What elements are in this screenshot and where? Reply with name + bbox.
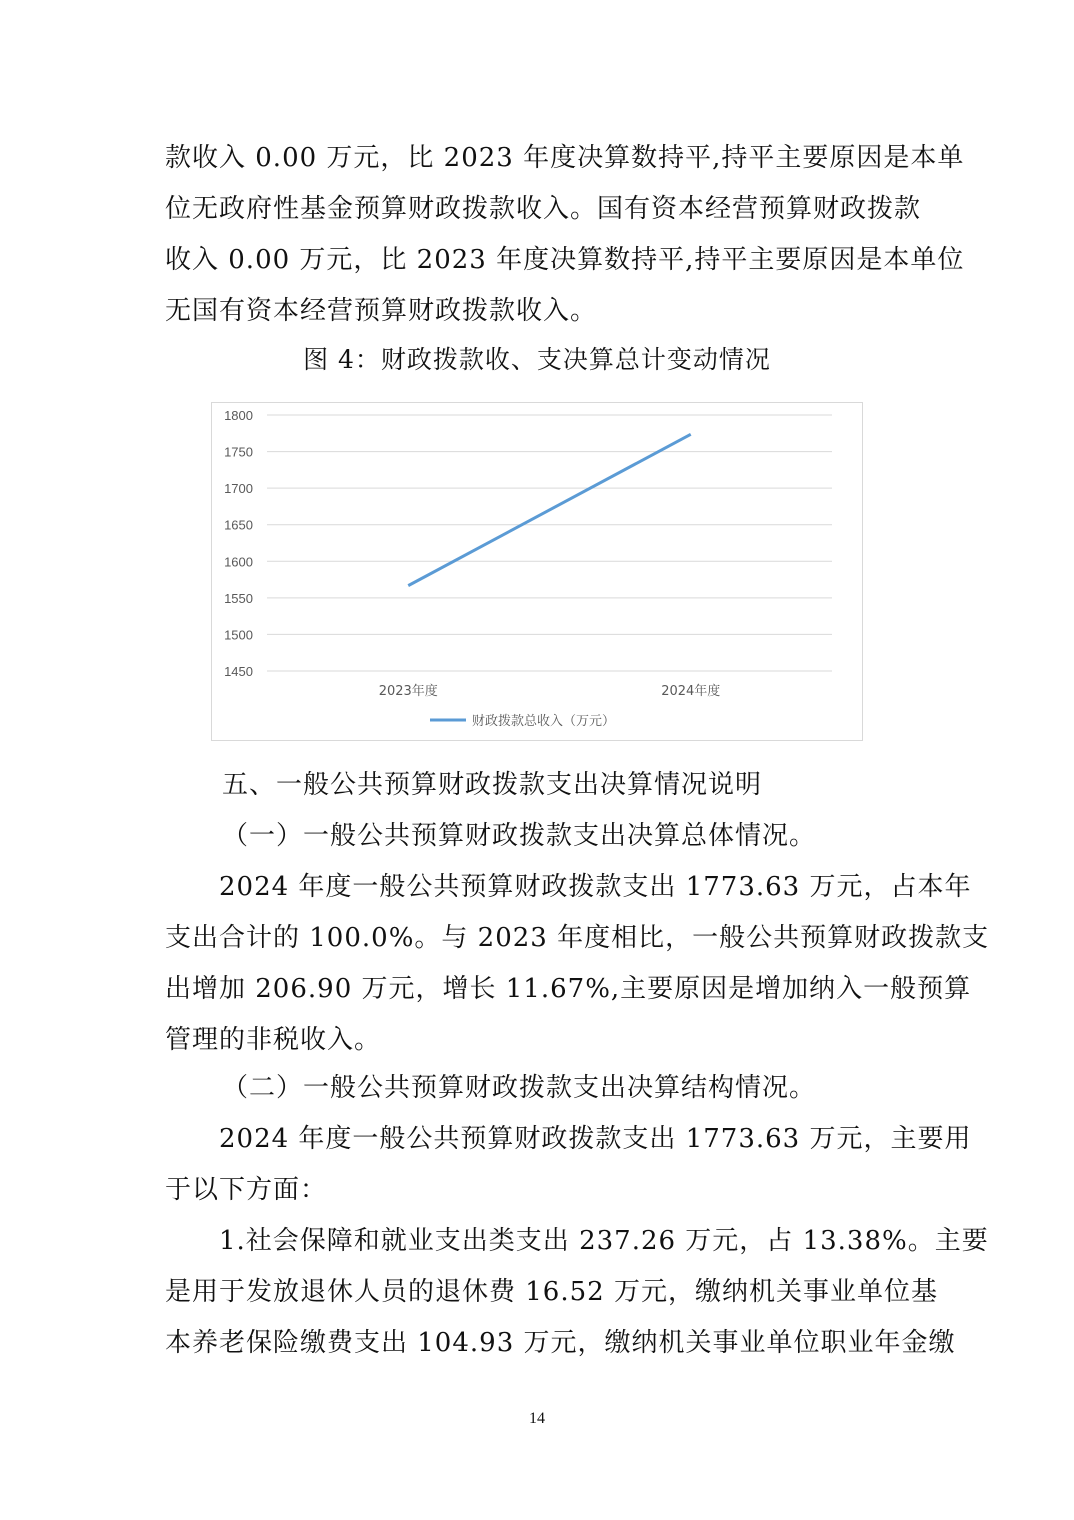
text-line: 1.社会保障和就业支出类支出 237.26 万元，占 13.38%。主要 [165,1226,989,1256]
y-tick-label: 1750 [224,444,253,460]
text-line: 收入 0.00 万元，比 2023 年度决算数持平,持平主要原因是本单位 [165,245,965,275]
y-tick-label: 1700 [224,481,253,497]
subsection-title-1: （一）一般公共预算财政拨款支出决算总体情况。 [222,821,817,851]
series-line [408,434,691,585]
y-tick-label: 1600 [224,554,253,570]
text-line: 本养老保险缴费支出 104.93 万元，缴纳机关事业单位职业年金缴 [165,1328,956,1358]
text-line: 出增加 206.90 万元，增长 11.67%,主要原因是增加纳入一般预算 [165,974,972,1004]
page-number: 14 [529,1410,545,1427]
legend-entry: 财政拨款总收入（万元） [472,714,616,729]
y-tick-label: 1450 [224,664,253,679]
text-line: 2024 年度一般公共预算财政拨款支出 1773.63 万元，主要用 [165,1124,972,1154]
y-tick-label: 1550 [224,590,253,606]
y-tick-label: 1500 [224,627,253,643]
x-tick-label: 2023年度 [378,684,438,699]
section-heading: 五、一般公共预算财政拨款支出决算情况说明 [222,770,763,800]
text-line: 2024 年度一般公共预算财政拨款支出 1773.63 万元，占本年 [165,872,972,902]
top-paragraph [165,133,985,337]
x-tick-label: 2024年度 [661,684,721,699]
y-tick-label: 1650 [224,517,253,533]
text-line: 款收入 0.00 万元，比 2023 年度决算数持平,持平主要原因是本单 [165,143,965,173]
text-line: 于以下方面： [165,1175,328,1205]
y-tick-label: 1800 [224,408,253,423]
text-line: 管理的非税收入。 [165,1025,382,1055]
figure-caption: 图 4：财政拨款收、支决算总计变动情况 [303,345,771,374]
line-chart [211,402,863,741]
text-line: 无国有资本经营预算财政拨款收入。 [165,296,598,326]
text-line: 支出合计的 100.0%。与 2023 年度相比，一般公共预算财政拨款支 [165,923,990,953]
subsection-2-paragraph [165,1114,989,1369]
text-line: 位无政府性基金预算财政拨款收入。国有资本经营预算财政拨款 [165,194,922,224]
text-line: 是用于发放退休人员的退休费 16.52 万元，缴纳机关事业单位基 [165,1277,938,1307]
subsection-1-paragraph [165,862,990,1066]
subsection-title-2: （二）一般公共预算财政拨款支出决算结构情况。 [222,1073,817,1103]
chart-canvas [212,403,862,740]
